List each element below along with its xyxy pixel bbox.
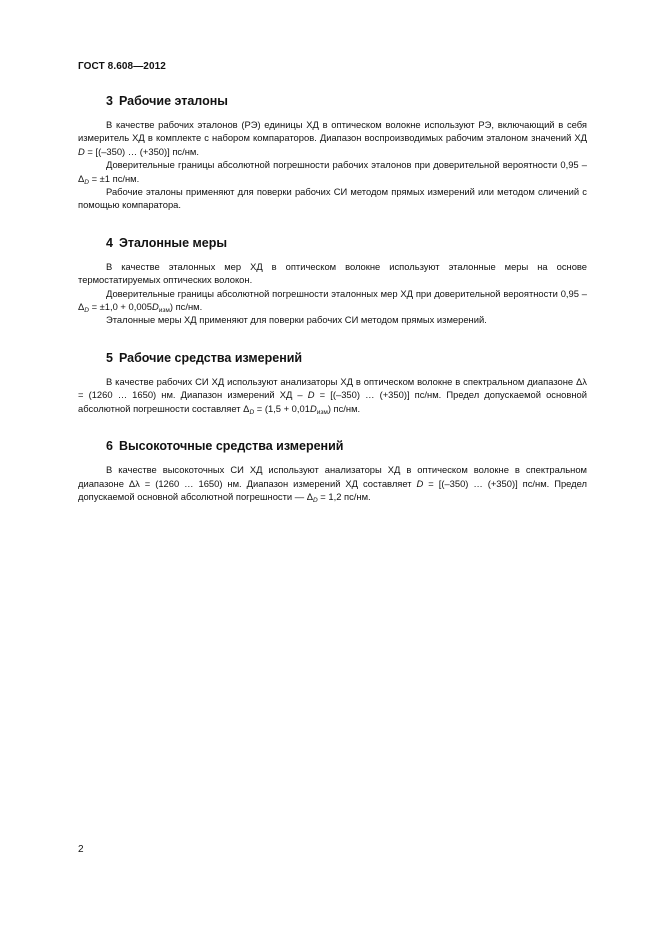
paragraph bbox=[78, 287, 587, 314]
text-run: = ±1,0 + 0,005 bbox=[88, 301, 152, 313]
paragraph bbox=[78, 375, 587, 415]
text-run: = [(–350) … (+350)] пс/нм. Предел допускаемой основной абсолютной погрешности — Δ bbox=[78, 477, 588, 502]
text-run: D bbox=[313, 496, 318, 504]
text-run: Доверительные границы абсолютной погрешности рабочих эталонов при доверительной вероятности 0,95 – Δ bbox=[78, 159, 587, 184]
text-run: = [(–350) … (+350)] пс/нм. bbox=[84, 145, 199, 157]
text-run: D bbox=[309, 402, 317, 414]
document-header: ГОСТ 8.608—2012 bbox=[78, 61, 166, 72]
text-run: = 1,2 пс/нм. bbox=[317, 490, 371, 502]
text-run: = [(–350) … (+350)] пс/нм. Предел допускаемой основной абсолютной погрешности составляет Δ bbox=[78, 389, 587, 414]
section-heading bbox=[78, 439, 587, 453]
text-run: D bbox=[78, 145, 85, 157]
section-title: Рабочие эталоны bbox=[118, 94, 228, 108]
text-run: = ±1 пс/нм. bbox=[88, 172, 140, 184]
section-title: Высокоточные средства измерений bbox=[118, 439, 344, 454]
text-run: ) пс/нм. bbox=[169, 301, 203, 313]
paragraph bbox=[78, 118, 587, 158]
section-number: 3 bbox=[106, 94, 113, 108]
text-run: D bbox=[249, 408, 255, 416]
text-run: D bbox=[307, 389, 315, 401]
page-number: 2 bbox=[78, 844, 84, 855]
paragraph bbox=[78, 463, 587, 503]
paragraph bbox=[78, 158, 587, 185]
paragraph bbox=[78, 185, 587, 212]
text-run: изм bbox=[158, 307, 170, 315]
text-run: В качестве высокоточных СИ ХД используют анализаторы ХД в оптическом волокне в спектральном диапазоне Δλ = (1260 … 1650) нм. Диапазон измерений ХД составляет bbox=[78, 464, 587, 489]
section-number: 5 bbox=[106, 350, 113, 365]
text-run: D bbox=[416, 477, 424, 489]
section-4 bbox=[78, 236, 587, 327]
text-run: D bbox=[151, 301, 159, 313]
section-title: Рабочие средства измерений bbox=[118, 350, 303, 365]
text-run: В качестве рабочих эталонов (РЭ) единицы ХД в оптическом волокне используют РЭ, включающий в себя измеритель ХД в комплекте с набором компараторов. Диапазон воспроизводимых рабочим эталоном значений ХД bbox=[78, 119, 587, 144]
text-run: D bbox=[84, 178, 89, 186]
text-run: ) пс/нм. bbox=[327, 402, 361, 414]
text-run: В качестве эталонных мер ХД в оптическом волокне используют эталонные меры на основе термостатируемых оптических волокон. bbox=[78, 260, 587, 286]
section-title: Эталонные меры bbox=[118, 235, 228, 250]
section-3 bbox=[78, 94, 587, 212]
section-number: 4 bbox=[106, 235, 113, 250]
paragraph bbox=[78, 260, 587, 287]
section-number: 6 bbox=[106, 439, 113, 454]
text-run: D bbox=[84, 307, 89, 315]
paragraph bbox=[78, 313, 587, 326]
document-body bbox=[78, 94, 587, 527]
section-6 bbox=[78, 439, 587, 503]
section-5 bbox=[78, 351, 587, 415]
text-run: Эталонные меры ХД применяют для поверки рабочих СИ методом прямых измерений. bbox=[106, 314, 487, 326]
section-heading bbox=[78, 94, 587, 108]
text-run: В качестве рабочих СИ ХД используют анализаторы ХД в оптическом волокне в спектральном диапазоне Δλ = (1260 … 1650) нм. Диапазон измерений ХД – bbox=[78, 375, 587, 401]
text-run: Рабочие эталоны применяют для поверки рабочих СИ методом прямых измерений или методом сличений с помощью компаратора. bbox=[78, 186, 587, 211]
section-heading bbox=[78, 236, 587, 250]
text-run: изм bbox=[316, 408, 328, 416]
text-run: = (1,5 + 0,01 bbox=[254, 402, 310, 414]
text-run: Доверительные границы абсолютной погрешности эталонных мер ХД при доверительной вероятности 0,95 – Δ bbox=[78, 287, 587, 313]
section-heading bbox=[78, 351, 587, 365]
